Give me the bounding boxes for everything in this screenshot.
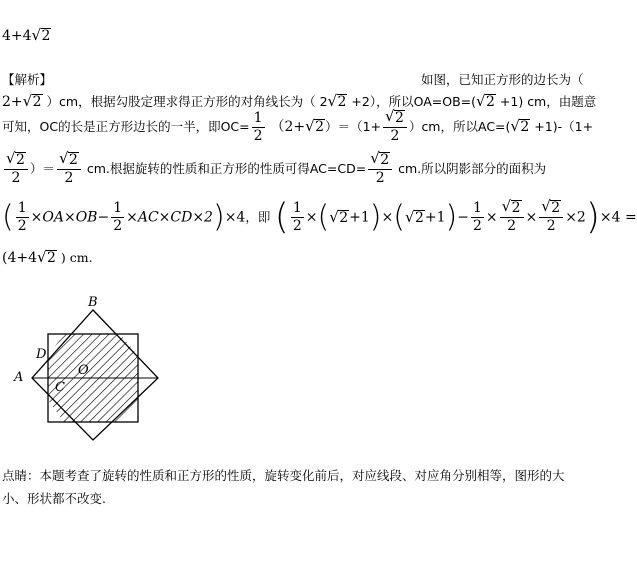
- fraction-denominator: 2: [472, 218, 482, 234]
- fraction-numerator: 1: [292, 200, 302, 216]
- text-segment: 可知，OC的长是正方形边长的一半，即OC=: [2, 119, 250, 134]
- radicand: 2: [32, 94, 42, 110]
- expr-text: ×OA×OB−: [30, 209, 110, 226]
- comment-line2: 小、形状都不改变.: [2, 491, 106, 506]
- expr-text: −: [457, 209, 469, 226]
- fraction: [111, 200, 124, 235]
- fraction-denominator: 2: [375, 170, 385, 186]
- area-formula: ( $\frac{1}{2}$ ×OA×OB− $\frac{1}{2}$ ×AC×CD×2)×4，即 ( $\frac{1}{2}$ ×( √ 2+1)×( √ 2+1)− $\frac{1}{2}$ × √ 2 2 × √ 2 2 ×2)×4 =: [2, 196, 637, 238]
- fraction-numerator: 1: [17, 200, 27, 216]
- expr-text: ×4: [224, 209, 246, 226]
- fraction: [291, 200, 304, 235]
- fraction: [252, 110, 265, 145]
- analysis-heading: 【解析】: [2, 72, 53, 87]
- fraction-denominator: 2: [64, 170, 74, 186]
- fraction-denominator: 2: [390, 128, 400, 144]
- fraction-denominator: 2: [253, 128, 263, 144]
- fraction-denominator: 2: [546, 218, 556, 234]
- fraction: √ 2 2: [368, 152, 392, 187]
- expr-text: +1: [349, 209, 370, 226]
- answer-prefix: 4+4: [2, 28, 32, 44]
- expr-text: (4+4: [2, 250, 38, 266]
- fraction-numerator: 1: [253, 110, 263, 126]
- fraction-denominator: 2: [113, 218, 123, 234]
- label-D: D: [36, 347, 47, 362]
- text-segment: +1)-（1+: [530, 119, 594, 134]
- radicand: 2: [380, 152, 390, 168]
- fraction: √ 2 2: [57, 152, 81, 187]
- sqrt-symbol: √ 2: [510, 117, 530, 135]
- text-segment: ，即: [245, 209, 271, 225]
- radicand: 2: [414, 209, 424, 226]
- label-C: C: [55, 380, 65, 395]
- radicand: 2: [16, 152, 25, 168]
- expr-text: ×2: [565, 209, 586, 226]
- radicand: 2: [47, 250, 56, 266]
- fraction-numerator: 1: [472, 200, 482, 216]
- radicand: 2: [551, 200, 561, 216]
- sqrt-symbol: √ 2: [305, 117, 325, 135]
- radicand: 2: [68, 152, 78, 168]
- fraction: √ 2 2: [383, 110, 407, 145]
- label-O: O: [78, 363, 89, 378]
- label-A: A: [14, 370, 24, 385]
- fraction-numerator: 1: [113, 200, 123, 216]
- analysis-line1: 如图，已知正方形的边长为（: [421, 72, 584, 87]
- sqrt-symbol: √ 2: [22, 92, 42, 110]
- radicand: 2: [315, 119, 325, 135]
- sqrt-symbol: √ 2: [31, 26, 51, 44]
- text-segment: ) cm.: [56, 250, 93, 265]
- fraction-denominator: 2: [507, 218, 517, 234]
- text-segment: +2），所以OA=OB=(: [347, 94, 477, 109]
- fraction: √ 2 2: [4, 152, 28, 187]
- analysis-line2: [2, 92, 596, 110]
- answer-line: [2, 28, 51, 44]
- expr-text: +1: [424, 209, 446, 226]
- geometry-figure: [0, 290, 180, 450]
- expr-text: ×AC×CD×2: [126, 209, 213, 226]
- text-segment: ）cm，根据勾股定理求得正方形的对角线长为（ 2: [46, 94, 328, 109]
- text-segment: cm.根据旋转的性质和正方形的性质可得AC=CD=: [82, 161, 367, 176]
- result-line: (4+4 √ 2 ) cm.: [2, 248, 93, 266]
- sqrt-symbol: √ 2: [327, 92, 347, 110]
- answer-radicand: 2: [41, 28, 51, 44]
- expr-text: （2+: [270, 119, 306, 135]
- radicand: 2: [520, 119, 530, 135]
- fraction: [16, 200, 29, 235]
- radicand: 2: [337, 94, 347, 110]
- radicand: 2: [395, 110, 404, 126]
- radicand: 2: [339, 209, 349, 226]
- analysis-line3: [2, 107, 594, 145]
- fraction-denominator: 2: [292, 218, 302, 234]
- radicand: 2: [486, 94, 495, 110]
- fraction: √ 2 2: [539, 200, 563, 235]
- label-B: B: [88, 295, 98, 310]
- fraction-denominator: 2: [17, 218, 27, 234]
- expr-text: 2+: [2, 94, 23, 110]
- text-segment: +1) cm，由题意: [495, 94, 597, 109]
- text-segment: ）＝: [29, 161, 55, 176]
- fraction-denominator: 2: [11, 170, 21, 186]
- text-segment: ）cm，所以AC=(: [408, 119, 511, 134]
- text-segment: cm.所以阴影部分的面积为: [394, 161, 547, 176]
- expr-text: =: [624, 209, 637, 226]
- expr-text: ×4: [599, 209, 621, 226]
- radicand: 2: [511, 200, 521, 216]
- fraction: [471, 200, 484, 235]
- fraction: √ 2 2: [500, 200, 524, 235]
- comment-line1: 点睛：本题考查了旋转的性质和正方形的性质，旋转变化前后，对应线段、对应角分别相等，图形的大: [2, 468, 565, 483]
- sqrt-symbol: √ 2: [476, 92, 495, 110]
- text-segment: ）＝（1+: [325, 119, 382, 134]
- analysis-line4: [2, 149, 547, 187]
